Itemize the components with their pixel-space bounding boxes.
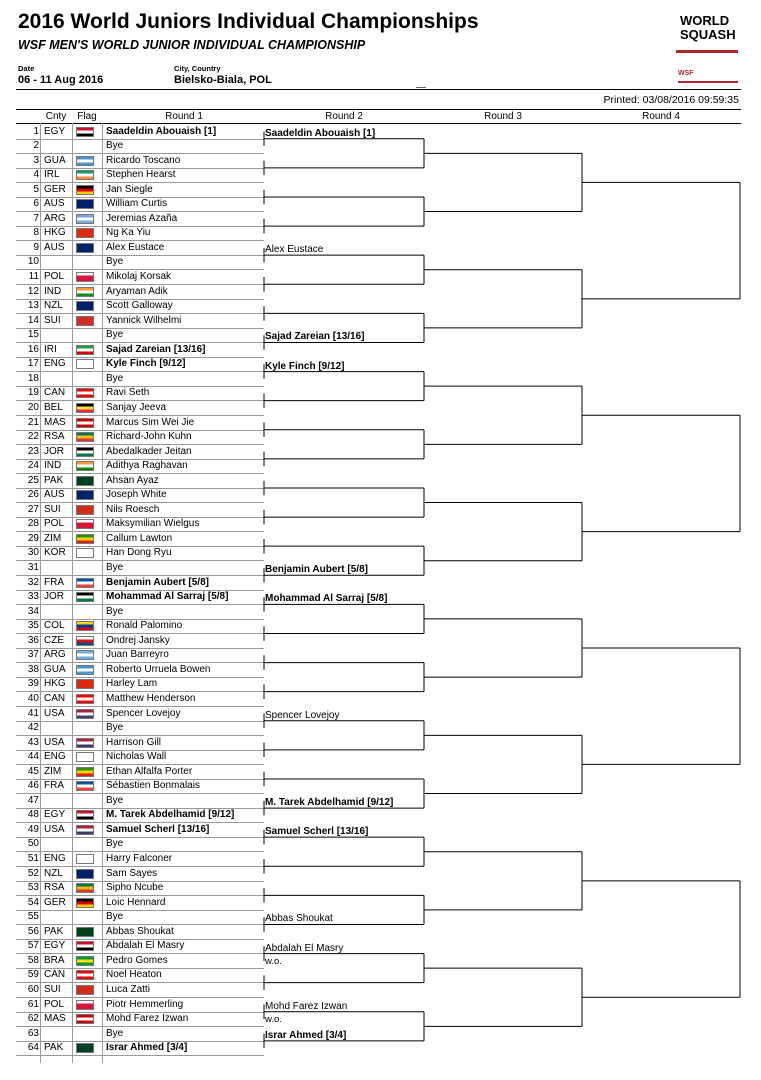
seed-number: 5 (33, 183, 39, 195)
printed-timestamp: Printed: 03/08/2016 09:59:35 (603, 94, 739, 106)
seed-number: 34 (27, 605, 39, 617)
seed-number: 10 (27, 256, 39, 268)
seed-number: 12 (27, 285, 39, 297)
country-code: USA (44, 823, 65, 835)
country-code: PAK (44, 925, 64, 937)
seed-number: 60 (27, 983, 39, 995)
player-name: Kyle Finch [9/12] (106, 358, 186, 370)
country-code: CAN (44, 969, 66, 981)
seed-number: 6 (33, 198, 39, 210)
seed-number: 44 (27, 751, 39, 763)
player-name: Ng Ka Yiu (106, 227, 151, 239)
seed-number: 61 (27, 998, 39, 1010)
player-name: Sanjay Jeeva (106, 401, 167, 413)
seed-number: 8 (33, 227, 39, 239)
player-name: Saadeldin Abouaish [1] (106, 125, 217, 137)
country-code: CZE (44, 634, 64, 646)
country-code: ENG (44, 751, 66, 763)
round2-winner: Abdalah El Masry (265, 942, 344, 954)
country-code: ARG (44, 212, 66, 224)
player-name: Nicholas Wall (106, 751, 167, 763)
seed-number: 1 (33, 125, 39, 137)
seed-number: 32 (27, 576, 39, 588)
walkover-note: w.o. (265, 1013, 282, 1025)
seed-number: 56 (27, 925, 39, 937)
seed-number: 18 (27, 372, 39, 384)
player-name: Adithya Raghavan (106, 460, 188, 472)
seed-number: 63 (27, 1027, 39, 1039)
country-code: POL (44, 518, 65, 530)
country-code: IND (44, 285, 62, 297)
date-value: 06 - 11 Aug 2016 (18, 74, 104, 86)
seed-number: 54 (27, 896, 39, 908)
seed-number: 55 (27, 911, 39, 923)
wsf-badge: WSF (678, 70, 738, 83)
player-name: Bye (106, 838, 124, 850)
country-code: GER (44, 896, 66, 908)
seed-number: 39 (27, 678, 39, 690)
player-name: Joseph White (106, 489, 167, 501)
seed-number: 48 (27, 809, 39, 821)
round2-winner: Mohd Farez Izwan (265, 1000, 348, 1012)
round2-winner: Mohammad Al Sarraj [5/8] (265, 593, 388, 605)
player-name: Maksymilian Wielgus (106, 518, 200, 530)
player-name: Jeremias Azaña (106, 212, 178, 224)
player-name: Stephen Hearst (106, 169, 176, 181)
player-name: Scott Galloway (106, 300, 173, 312)
seed-number: 47 (27, 794, 39, 806)
player-name: Harry Falconer (106, 853, 173, 864)
seed-number: 38 (27, 663, 39, 675)
seed-number: 30 (27, 547, 39, 559)
player-name: Bye (106, 1027, 124, 1039)
player-name: Nils Roesch (106, 503, 160, 515)
player-name: Harrison Gill (106, 736, 162, 748)
seed-number: 9 (33, 241, 39, 253)
player-name: Roberto Urruela Bowen (106, 663, 211, 675)
seed-number: 40 (27, 692, 39, 704)
player-name: Ahsan Ayaz (106, 474, 159, 486)
round2-winner: Alex Eustace (265, 244, 324, 256)
col-head-flag: Flag (77, 111, 97, 122)
round2-winner: Kyle Finch [9/12] (265, 360, 345, 372)
player-name: Harley Lam (106, 678, 158, 690)
player-name: Callum Lawton (106, 532, 173, 544)
player-name: Sajad Zareian [13/16] (106, 343, 206, 355)
seed-number: 35 (27, 620, 39, 632)
country-code: ZIM (44, 765, 62, 777)
seed-number: 17 (27, 358, 39, 370)
country-code: NZL (44, 867, 63, 879)
country-code: EGY (44, 809, 66, 821)
seed-number: 51 (27, 853, 39, 864)
country-code: IRI (44, 343, 57, 355)
player-name: Piotr Hemmerling (106, 998, 184, 1010)
seed-number: 23 (27, 445, 39, 457)
player-name: Bye (106, 562, 124, 573)
player-name: Yannick Wilhelmi (106, 314, 182, 326)
seed-number: 43 (27, 736, 39, 748)
player-name: Benjamin Aubert [5/8] (106, 576, 209, 588)
country-code: POL (44, 271, 65, 282)
country-code: KOR (44, 547, 66, 559)
player-name: Bye (106, 329, 124, 341)
seed-number: 59 (27, 969, 39, 981)
player-name: Loic Hennard (106, 896, 166, 908)
player-name: Abdalah El Masry (106, 940, 185, 952)
country-code: AUS (44, 198, 65, 210)
country-code: MAS (44, 416, 66, 428)
seed-number: 19 (27, 387, 39, 399)
country-code: JOR (44, 591, 64, 603)
country-code: USA (44, 736, 65, 748)
player-name: Bye (106, 605, 124, 617)
player-name: Ethan Alfalfa Porter (106, 765, 193, 777)
player-name: Mikolaj Korsak (106, 271, 172, 282)
country-code: ARG (44, 649, 66, 661)
player-name: Samuel Scherl [13/16] (106, 823, 210, 835)
round2-winner: Samuel Scherl [13/16] (265, 826, 369, 838)
country-code: BRA (44, 954, 65, 966)
player-name: Bye (106, 722, 124, 734)
seed-number: 31 (27, 562, 39, 573)
country-code: ENG (44, 358, 66, 370)
col-head-round2: Round 2 (325, 111, 363, 122)
walkover-note: w.o. (265, 955, 282, 967)
round2-winner: Sajad Zareian [13/16] (265, 331, 365, 343)
country-code: CAN (44, 387, 66, 399)
round2-winner: Israr Ahmed [3/4] (265, 1029, 347, 1041)
city-label: City, Country (174, 64, 221, 73)
country-code: GER (44, 183, 66, 195)
round2-winner: Benjamin Aubert [5/8] (265, 564, 368, 576)
player-name: Sébastien Bonmalais (106, 780, 200, 792)
seed-number: 20 (27, 401, 39, 413)
seed-number: 22 (27, 431, 39, 443)
logo-bottom-text: SQUASH (680, 27, 736, 42)
player-name: Abbas Shoukat (106, 925, 174, 937)
player-name: Mohammad Al Sarraj [5/8] (106, 591, 229, 603)
player-name: M. Tarek Abdelhamid [9/12] (106, 809, 235, 821)
col-head-round3: Round 3 (484, 111, 522, 122)
seed-number: 50 (27, 838, 39, 850)
city-value: Bielsko-Biala, POL (174, 74, 272, 86)
seed-number: 64 (27, 1042, 39, 1054)
date-label: Date (18, 64, 35, 73)
country-code: AUS (44, 489, 65, 501)
player-name: Jan Siegle (106, 183, 153, 195)
seed-number: 37 (27, 649, 39, 661)
player-name: Mohd Farez Izwan (106, 1013, 189, 1025)
country-code: BEL (44, 401, 63, 413)
country-code: RSA (44, 882, 65, 894)
player-name: Bye (106, 256, 124, 268)
seed-number: 53 (27, 882, 39, 894)
seed-number: 3 (33, 154, 39, 166)
player-name: Israr Ahmed [3/4] (106, 1042, 188, 1054)
seed-number: 46 (27, 780, 39, 792)
country-code: AUS (44, 241, 65, 253)
seed-number: 27 (27, 503, 39, 515)
country-code: COL (44, 620, 65, 632)
round2-winner: M. Tarek Abdelhamid [9/12] (265, 797, 394, 809)
player-name: Pedro Gomes (106, 954, 168, 966)
seed-number: 15 (27, 329, 39, 341)
player-name: Richard-John Kuhn (106, 431, 192, 443)
country-code: FRA (44, 576, 64, 588)
country-code: CAN (44, 692, 66, 704)
seed-number: 42 (27, 722, 39, 734)
player-name: Bye (106, 140, 124, 152)
country-code: SUI (44, 314, 61, 326)
player-name: Alex Eustace (106, 241, 165, 253)
player-name: Ronald Palomino (106, 620, 183, 632)
player-name: Marcus Sim Wei Jie (106, 416, 195, 428)
player-name: Han Dong Ryu (106, 547, 172, 559)
seed-number: 52 (27, 867, 39, 879)
country-code: MAS (44, 1013, 66, 1025)
logo-top-text: WORLD (680, 13, 730, 28)
col-head-cnty: Cnty (45, 111, 67, 122)
seed-number: 58 (27, 954, 39, 966)
round2-winner: Abbas Shoukat (265, 913, 333, 925)
seed-number: 41 (27, 707, 39, 719)
player-name: William Curtis (106, 198, 168, 210)
seed-number: 16 (27, 343, 39, 355)
country-code: POL (44, 998, 65, 1010)
seed-number: 36 (27, 634, 39, 646)
player-name: Ondrej Jansky (106, 634, 170, 646)
seed-number: 4 (33, 169, 39, 181)
player-name: Bye (106, 911, 124, 923)
country-code: HKG (44, 227, 66, 239)
seed-number: 2 (33, 140, 39, 152)
seed-number: 49 (27, 823, 39, 835)
country-code: JOR (44, 445, 64, 457)
country-code: GUA (44, 663, 66, 675)
country-code: EGY (44, 125, 66, 137)
round2-winner: Spencer Lovejoy (265, 709, 340, 721)
country-code: PAK (44, 1042, 64, 1054)
country-code: IRL (44, 169, 60, 181)
country-code: HKG (44, 678, 66, 690)
seed-number: 14 (27, 314, 39, 326)
player-name: Sam Sayes (106, 867, 158, 879)
seed-number: 11 (28, 271, 39, 282)
country-code: USA (44, 707, 65, 719)
page-subtitle: WSF MEN'S WORLD JUNIOR INDIVIDUAL CHAMPIONSHIP (18, 38, 366, 52)
player-name: Abedalkader Jeitan (106, 445, 192, 457)
country-code: IND (44, 460, 62, 472)
player-name: Ravi Seth (106, 387, 150, 399)
seed-number: 62 (27, 1013, 39, 1025)
seed-number: 24 (27, 460, 39, 472)
seed-number: 28 (27, 518, 39, 530)
player-name: Matthew Henderson (106, 692, 196, 704)
col-head-round4: Round 4 (642, 111, 680, 122)
country-code: SUI (44, 983, 61, 995)
col-head-round1: Round 1 (165, 111, 203, 122)
player-name: Ricardo Toscano (106, 154, 181, 166)
seed-number: 13 (27, 300, 39, 312)
round2-winner: Saadeldin Abouaish [1] (265, 127, 376, 139)
seed-number: 45 (27, 765, 39, 777)
country-code: GUA (44, 154, 66, 166)
country-code: ENG (44, 853, 66, 864)
seed-number: 25 (27, 474, 39, 486)
country-code: RSA (44, 431, 65, 443)
country-code: PAK (44, 474, 64, 486)
seed-number: 7 (33, 212, 39, 224)
player-name: Bye (106, 372, 124, 384)
country-code: FRA (44, 780, 64, 792)
country-code: EGY (44, 940, 66, 952)
seed-number: 26 (27, 489, 39, 501)
seed-number: 57 (27, 940, 39, 952)
player-name: Aryaman Adik (106, 285, 168, 297)
country-code: ZIM (44, 532, 62, 544)
country-code: NZL (44, 300, 63, 312)
page-title: 2016 World Juniors Individual Championships (18, 10, 479, 33)
seed-number: 33 (27, 591, 39, 603)
seed-number: 21 (27, 416, 39, 428)
player-name: Spencer Lovejoy (106, 707, 181, 719)
player-name: Luca Zatti (106, 983, 150, 995)
country-code: SUI (44, 503, 61, 515)
player-name: Juan Barreyro (106, 649, 169, 661)
player-name: Sipho Ncube (106, 882, 164, 894)
player-name: Noel Heaton (106, 969, 162, 981)
seed-number: 29 (27, 532, 39, 544)
player-name: Bye (106, 794, 124, 806)
